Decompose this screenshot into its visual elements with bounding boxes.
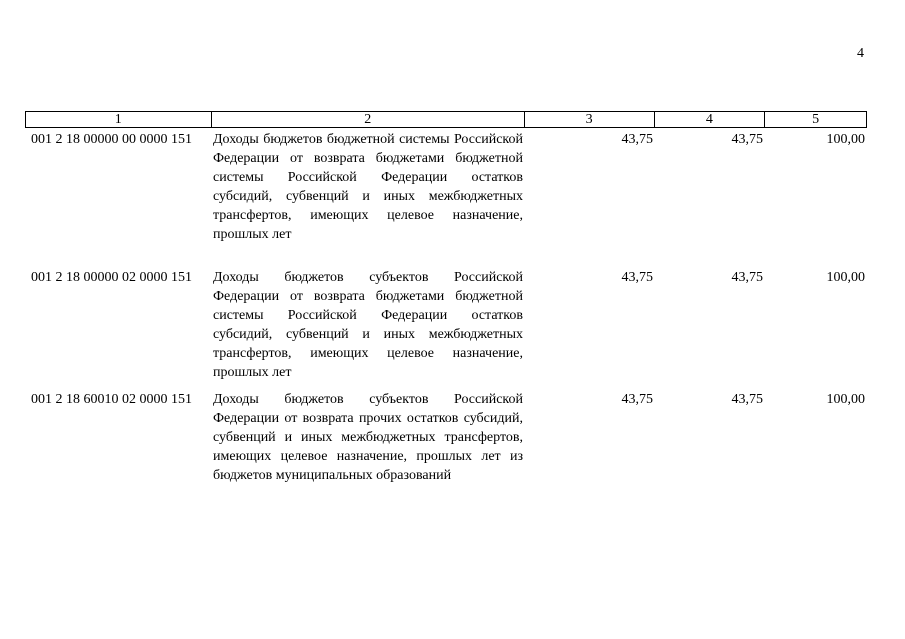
row-description: Доходы бюджетов субъектов Российской Федерации от возврата прочих остатков субсидий, субвенций и иных межбюджетных трансфертов, имеющих целевое назначение, прошлых лет из бюджетов муниципальных образований	[213, 392, 523, 483]
row-value-col4: 43,75	[731, 132, 763, 147]
row-value-col4: 43,75	[731, 270, 763, 285]
header-cell-5: 5	[812, 112, 820, 127]
row-value-col3: 43,75	[621, 392, 653, 407]
header-cell-3: 3	[525, 112, 655, 127]
row-code: 001 2 18 00000 02 0000 151	[31, 270, 192, 285]
row-value-col5: 100,00	[826, 132, 865, 147]
header-cell-1: 1	[26, 112, 212, 127]
row-code: 001 2 18 00000 00 0000 151	[31, 132, 192, 147]
row-value-col4: 43,75	[731, 392, 763, 407]
table-header-row	[25, 111, 867, 128]
header-cell-2: 2	[212, 112, 525, 127]
row-description: Доходы бюджетов бюджетной системы Российской Федерации от возврата бюджетами бюджетной системы Российской Федерации остатков субсидий, субвенций и иных межбюджетных трансфертов, имеющих целевое назначение, прошлых лет	[213, 132, 523, 242]
row-description: Доходы бюджетов субъектов Российской Федерации от возврата бюджетами бюджетной системы Российской Федерации остатков субсидий, субвенций и иных межбюджетных трансфертов, имеющих целевое назначение, прошлых лет	[213, 270, 523, 380]
row-value-col5: 100,00	[826, 392, 865, 407]
row-code: 001 2 18 60010 02 0000 151	[31, 392, 192, 407]
row-value-col3: 43,75	[621, 270, 653, 285]
header-cell-4: 4	[655, 112, 766, 127]
page-number: 4	[857, 46, 864, 61]
row-value-col5: 100,00	[826, 270, 865, 285]
row-value-col3: 43,75	[621, 132, 653, 147]
